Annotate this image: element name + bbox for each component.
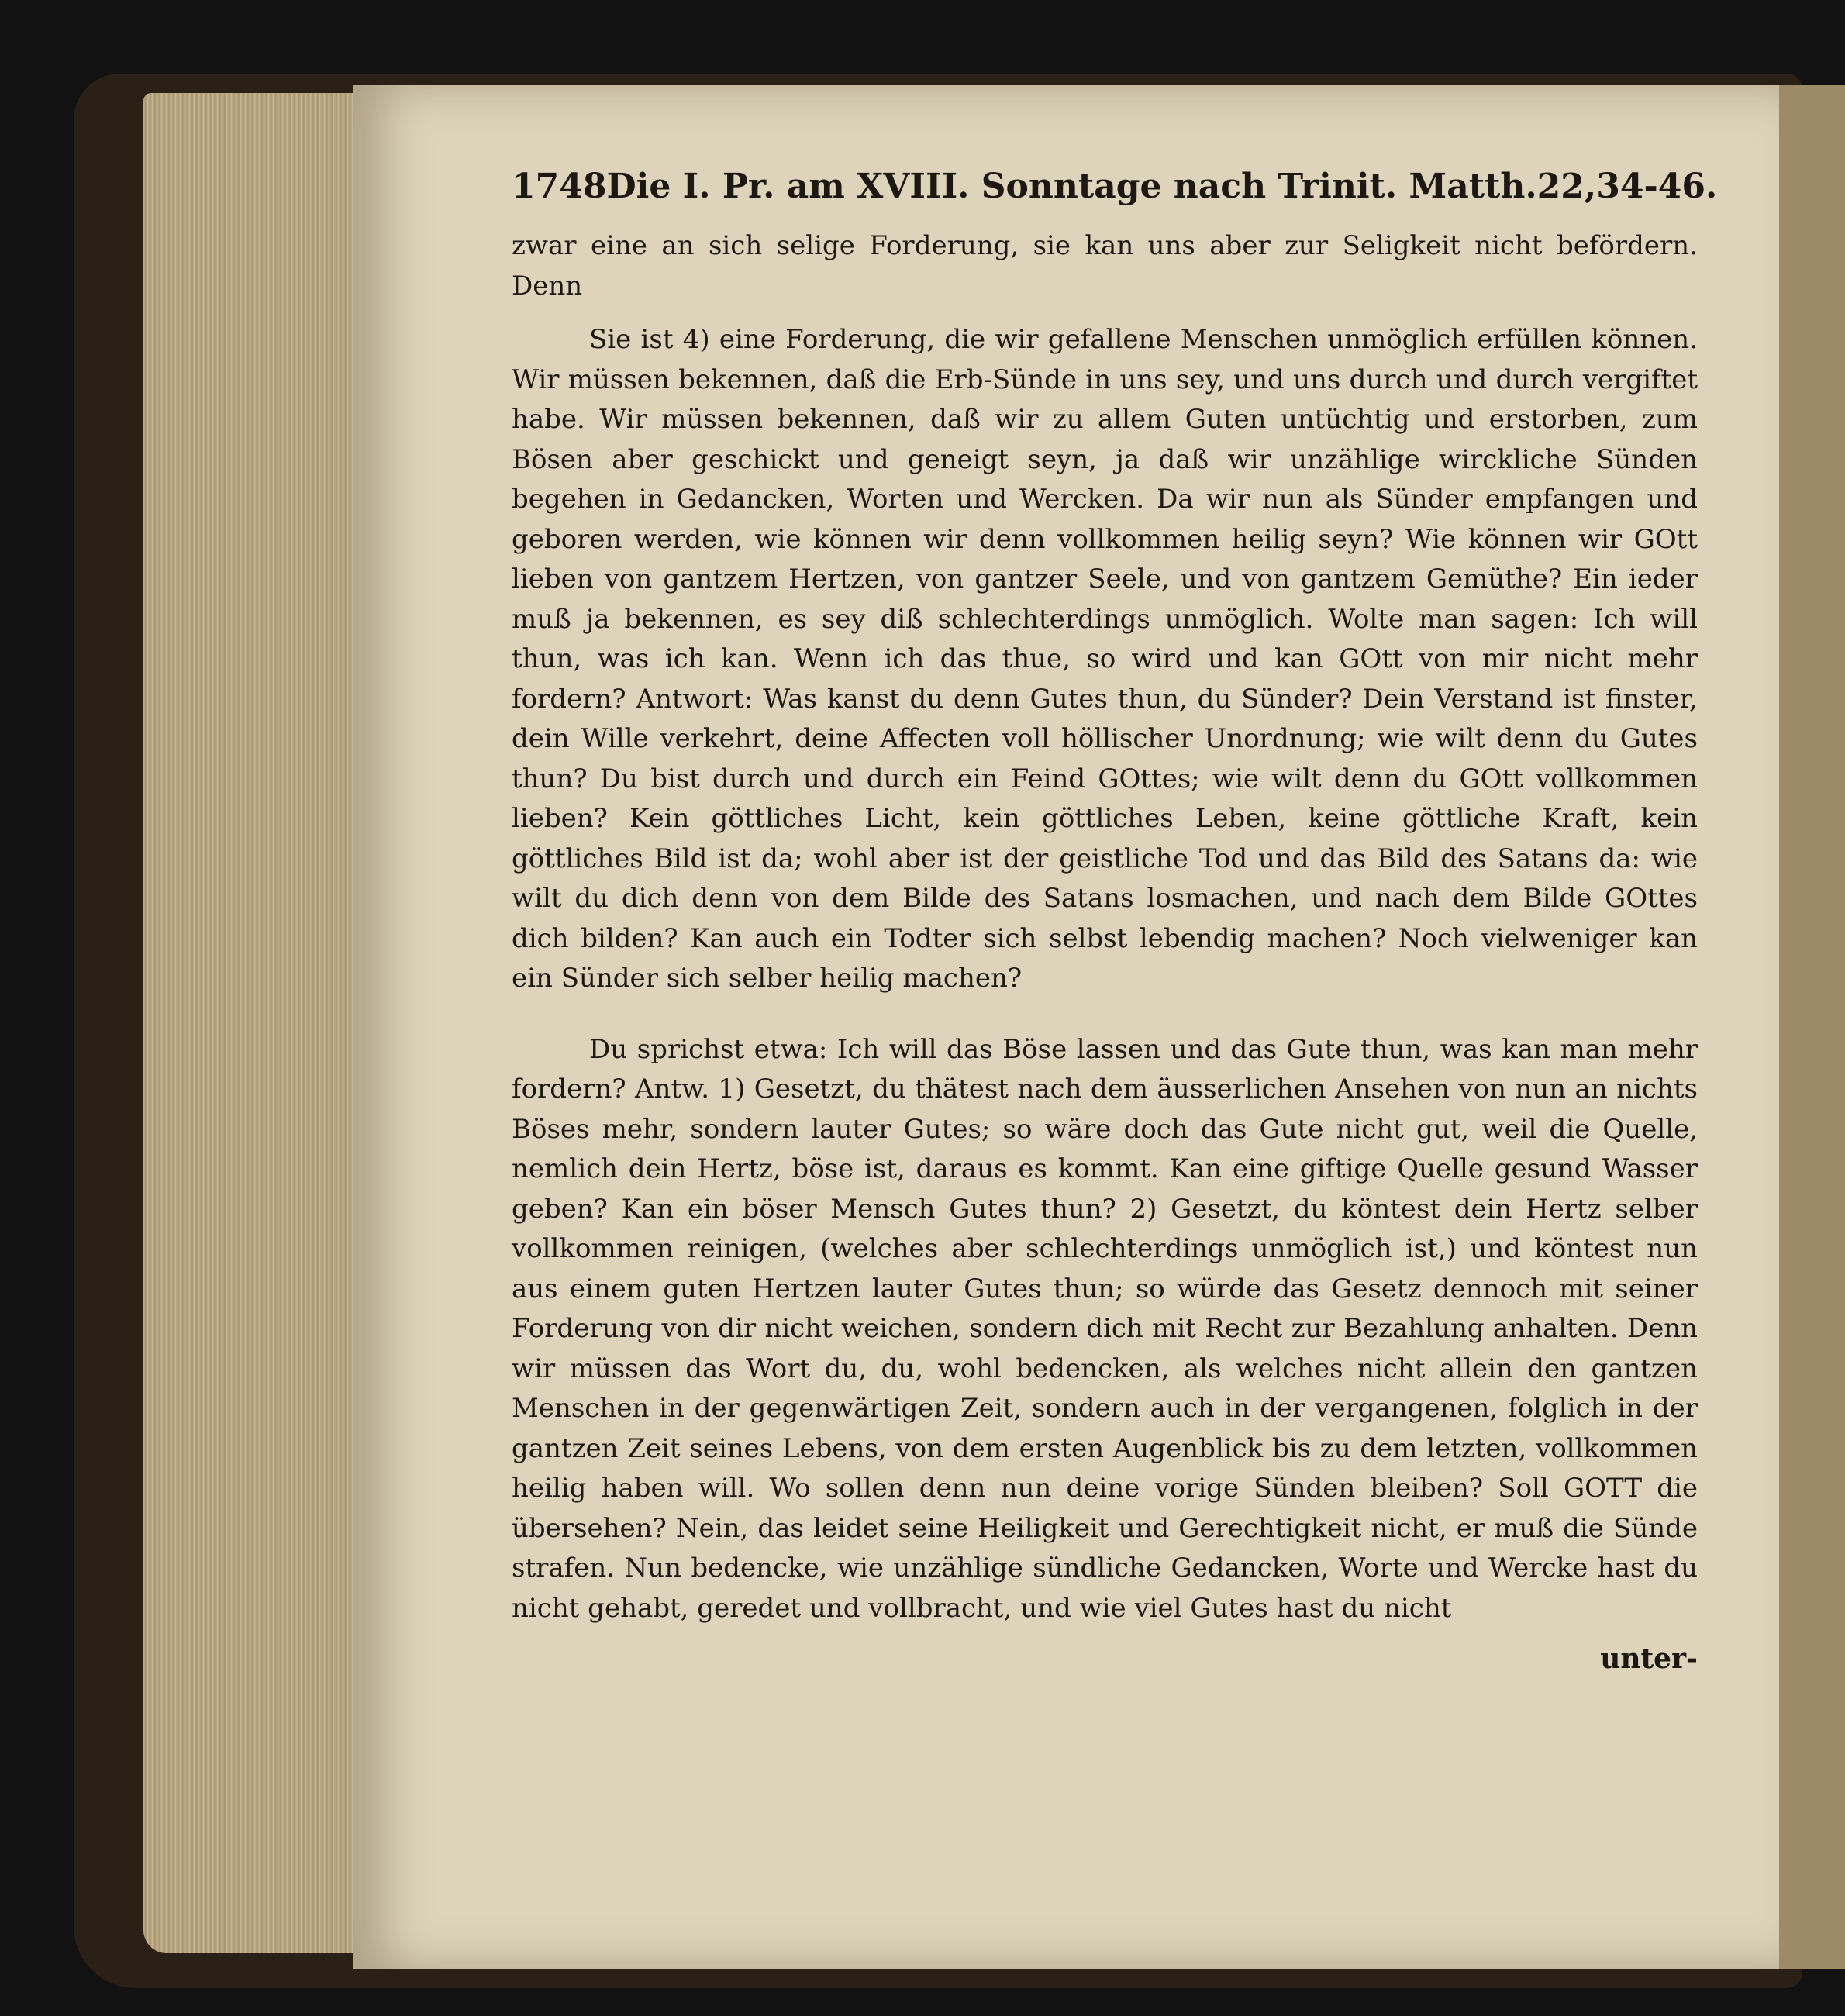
page-edges [143, 93, 353, 1953]
body-text [512, 226, 1698, 1628]
paragraph-2: Sie ist 4) eine Forderung, die wir gefallene Menschen unmöglich erfüllen können. Wir müssen bekennen, daß die Erb-Sünde in uns sey, und uns durch und durch vergiftet habe. Wir müssen bekennen, daß wir zu allem Guten untüchtig und erstorben, zum Bösen aber geschickt und geneigt seyn, ja daß wir unzählige wirckliche Sünden begehen in Gedancken, Worten und Wercken. Da wir nun als Sünder empfangen und geboren werden, wie können wir denn vollkommen heilig seyn? Wie können wir GOtt lieben von gantzem Hertzen, von gantzer Seele, und von gantzem Gemüthe? Ein ieder muß ja bekennen, es sey diß schlechterdings unmöglich. Wolte man sagen: Ich will thun, was ich kan. Wenn ich das thue, so wird und kan GOtt von mir nicht mehr fordern? Antwort: Was kanst du denn Gutes thun, du Sünder? Dein Verstand ist finster, dein Wille verkehrt, deine Affecten voll höllischer Unordnung; wie wilt denn du Gutes thun? Du bist durch und durch ein Feind GOttes; wie wilt denn du GOtt vollkommen lieben? Kein göttliches Licht, kein göttliches Leben, keine göttliche Kraft, kein göttliches Bild ist da; wohl aber ist der geistliche Tod und das Bild des Satans da: wie wilt du dich denn von dem Bilde des Satans losmachen, und nach dem Bilde GOttes dich bilden? Kan auch ein Todter sich selbst lebendig machen? Noch vielweniger kan ein Sünder sich selber heilig machen? [512, 324, 1698, 994]
facing-page-edge [1775, 85, 1845, 1969]
page-text-block [512, 167, 1718, 1675]
paragraph-3: Du sprichst etwa: Ich will das Böse lassen und das Gute thun, was kan man mehr fordern? Antw. 1) Gesetzt, du thätest nach dem äusserlichen Ansehen von nun an nichts Böses mehr, sondern lauter Gutes; so wäre doch das Gute nicht gut, weil die Quelle, nemlich dein Hertz, böse ist, daraus es kommt. Kan eine giftige Quelle gesund Wasser geben? Kan ein böser Mensch Gutes thun? 2) Gesetzt, du köntest dein Hertz selber vollkommen reinigen, (welches aber schlechterdings unmöglich ist,) und köntest nun aus einem guten Hertzen lauter Gutes thun; so würde das Gesetz dennoch mit seiner Forderung von dir nicht weichen, sondern dich mit Recht zur Bezahlung anhalten. Denn wir müssen das Wort du, du, wohl bedencken, als welches nicht allein den gantzen Menschen in der gegenwärtigen Zeit, sondern auch in der vergangenen, folglich in der gantzen Zeit seines Lebens, von dem ersten Augenblick bis zu dem letzten, vollkommen heilig haben will. Wo sollen denn nun deine vorige Sünden bleiben? Soll GOTT die übersehen? Nein, das leidet seine Heiligkeit und Gerechtigkeit nicht, er muß die Sünde strafen. Nun bedencke, wie unzählige sündliche Gedancken, Worte und Wercke hast du nicht gehabt, geredet und vollbracht, und wie viel Gutes hast du nicht [512, 1033, 1698, 1624]
page-number: 1748 [512, 167, 607, 206]
paragraph-1: zwar eine an sich selige Forderung, sie kan uns aber zur Seligkeit nicht befördern. Denn [512, 230, 1698, 302]
catchword: unter- [1600, 1642, 1698, 1675]
running-head [512, 167, 1718, 206]
running-title: Die I. Pr. am XVIII. Sonntage nach Trinit. Matth.22,34-46. [606, 167, 1718, 206]
